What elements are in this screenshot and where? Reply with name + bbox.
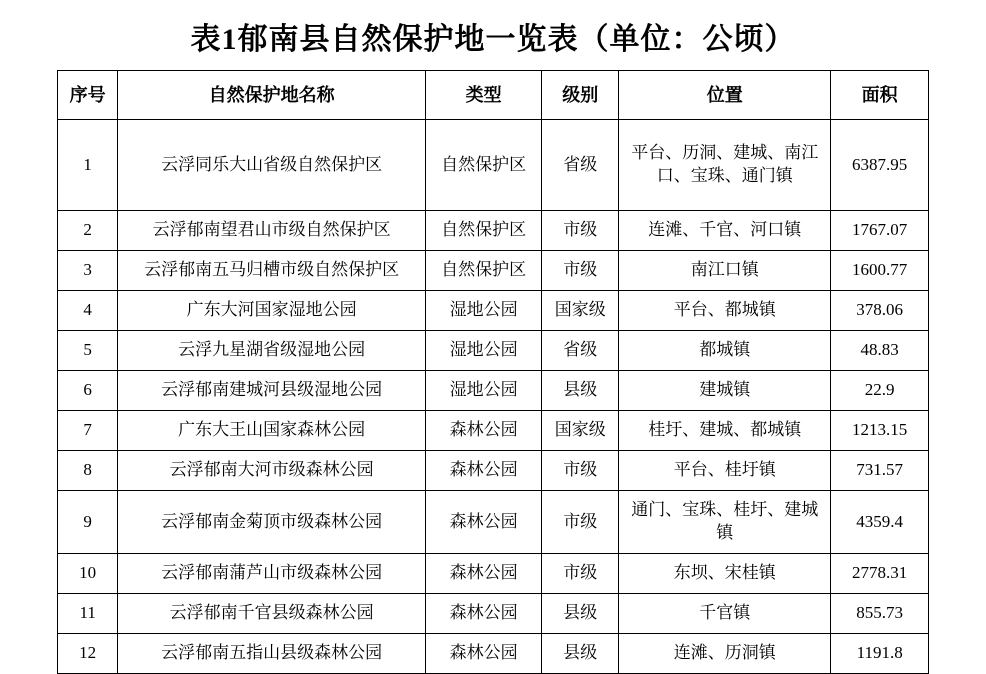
table-row <box>58 594 929 634</box>
cell-area: 731.57 <box>831 451 929 491</box>
table-row <box>58 371 929 411</box>
column-header-level: 级别 <box>542 71 619 120</box>
cell-index: 12 <box>58 634 118 674</box>
cell-level: 国家级 <box>542 291 619 331</box>
table-header-row <box>58 71 929 120</box>
cell-type: 森林公园 <box>425 491 541 554</box>
cell-area: 1191.8 <box>831 634 929 674</box>
table-row <box>58 331 929 371</box>
cell-name: 云浮同乐大山省级自然保护区 <box>118 120 426 211</box>
cell-level: 省级 <box>542 331 619 371</box>
cell-type: 森林公园 <box>425 634 541 674</box>
cell-index: 9 <box>58 491 118 554</box>
cell-index: 6 <box>58 371 118 411</box>
table-row <box>58 120 929 211</box>
cell-location: 都城镇 <box>619 331 831 371</box>
cell-area: 4359.4 <box>831 491 929 554</box>
cell-area: 48.83 <box>831 331 929 371</box>
cell-name: 云浮郁南五指山县级森林公园 <box>118 634 426 674</box>
cell-name: 云浮九星湖省级湿地公园 <box>118 331 426 371</box>
cell-type: 湿地公园 <box>425 331 541 371</box>
cell-name: 云浮郁南蒲芦山市级森林公园 <box>118 554 426 594</box>
cell-name: 云浮郁南千官县级森林公园 <box>118 594 426 634</box>
cell-level: 县级 <box>542 371 619 411</box>
cell-type: 森林公园 <box>425 451 541 491</box>
cell-type: 森林公园 <box>425 411 541 451</box>
cell-location: 平台、历洞、建城、南江口、宝珠、通门镇 <box>619 120 831 211</box>
cell-location: 千官镇 <box>619 594 831 634</box>
column-header-location: 位置 <box>619 71 831 120</box>
cell-level: 市级 <box>542 451 619 491</box>
table-row <box>58 491 929 554</box>
table-row <box>58 291 929 331</box>
table-row <box>58 634 929 674</box>
cell-name: 云浮郁南大河市级森林公园 <box>118 451 426 491</box>
column-header-area: 面积 <box>831 71 929 120</box>
cell-area: 22.9 <box>831 371 929 411</box>
cell-level: 县级 <box>542 594 619 634</box>
nature-reserve-table <box>57 70 929 674</box>
cell-index: 3 <box>58 251 118 291</box>
cell-area: 1600.77 <box>831 251 929 291</box>
table-header <box>58 71 929 120</box>
cell-area: 1767.07 <box>831 211 929 251</box>
cell-name: 广东大王山国家森林公园 <box>118 411 426 451</box>
cell-level: 市级 <box>542 554 619 594</box>
cell-location: 平台、桂圩镇 <box>619 451 831 491</box>
cell-level: 市级 <box>542 251 619 291</box>
cell-type: 森林公园 <box>425 594 541 634</box>
cell-name: 云浮郁南金菊顶市级森林公园 <box>118 491 426 554</box>
cell-type: 湿地公园 <box>425 291 541 331</box>
cell-type: 自然保护区 <box>425 120 541 211</box>
cell-type: 湿地公园 <box>425 371 541 411</box>
table-container <box>0 70 986 674</box>
cell-location: 桂圩、建城、都城镇 <box>619 411 831 451</box>
cell-location: 建城镇 <box>619 371 831 411</box>
cell-location: 通门、宝珠、桂圩、建城镇 <box>619 491 831 554</box>
cell-level: 市级 <box>542 211 619 251</box>
cell-area: 855.73 <box>831 594 929 634</box>
table-row <box>58 451 929 491</box>
cell-area: 2778.31 <box>831 554 929 594</box>
cell-name: 广东大河国家湿地公园 <box>118 291 426 331</box>
cell-area: 6387.95 <box>831 120 929 211</box>
column-header-index: 序号 <box>58 71 118 120</box>
cell-name: 云浮郁南建城河县级湿地公园 <box>118 371 426 411</box>
cell-area: 378.06 <box>831 291 929 331</box>
cell-index: 8 <box>58 451 118 491</box>
cell-location: 连滩、千官、河口镇 <box>619 211 831 251</box>
cell-name: 云浮郁南望君山市级自然保护区 <box>118 211 426 251</box>
column-header-name: 自然保护地名称 <box>118 71 426 120</box>
cell-index: 1 <box>58 120 118 211</box>
cell-index: 10 <box>58 554 118 594</box>
cell-type: 自然保护区 <box>425 211 541 251</box>
cell-level: 国家级 <box>542 411 619 451</box>
cell-location: 南江口镇 <box>619 251 831 291</box>
table-body <box>58 120 929 674</box>
cell-level: 市级 <box>542 491 619 554</box>
column-header-type: 类型 <box>425 71 541 120</box>
cell-index: 11 <box>58 594 118 634</box>
cell-index: 5 <box>58 331 118 371</box>
table-row <box>58 251 929 291</box>
cell-type: 森林公园 <box>425 554 541 594</box>
table-row <box>58 411 929 451</box>
table-row <box>58 211 929 251</box>
cell-location: 东坝、宋桂镇 <box>619 554 831 594</box>
cell-level: 县级 <box>542 634 619 674</box>
cell-level: 省级 <box>542 120 619 211</box>
page-title: 表1郁南县自然保护地一览表（单位：公顷） <box>190 23 796 56</box>
cell-index: 2 <box>58 211 118 251</box>
cell-location: 连滩、历洞镇 <box>619 634 831 674</box>
cell-index: 4 <box>58 291 118 331</box>
cell-type: 自然保护区 <box>425 251 541 291</box>
cell-location: 平台、都城镇 <box>619 291 831 331</box>
cell-area: 1213.15 <box>831 411 929 451</box>
cell-name: 云浮郁南五马归槽市级自然保护区 <box>118 251 426 291</box>
table-row <box>58 554 929 594</box>
cell-index: 7 <box>58 411 118 451</box>
